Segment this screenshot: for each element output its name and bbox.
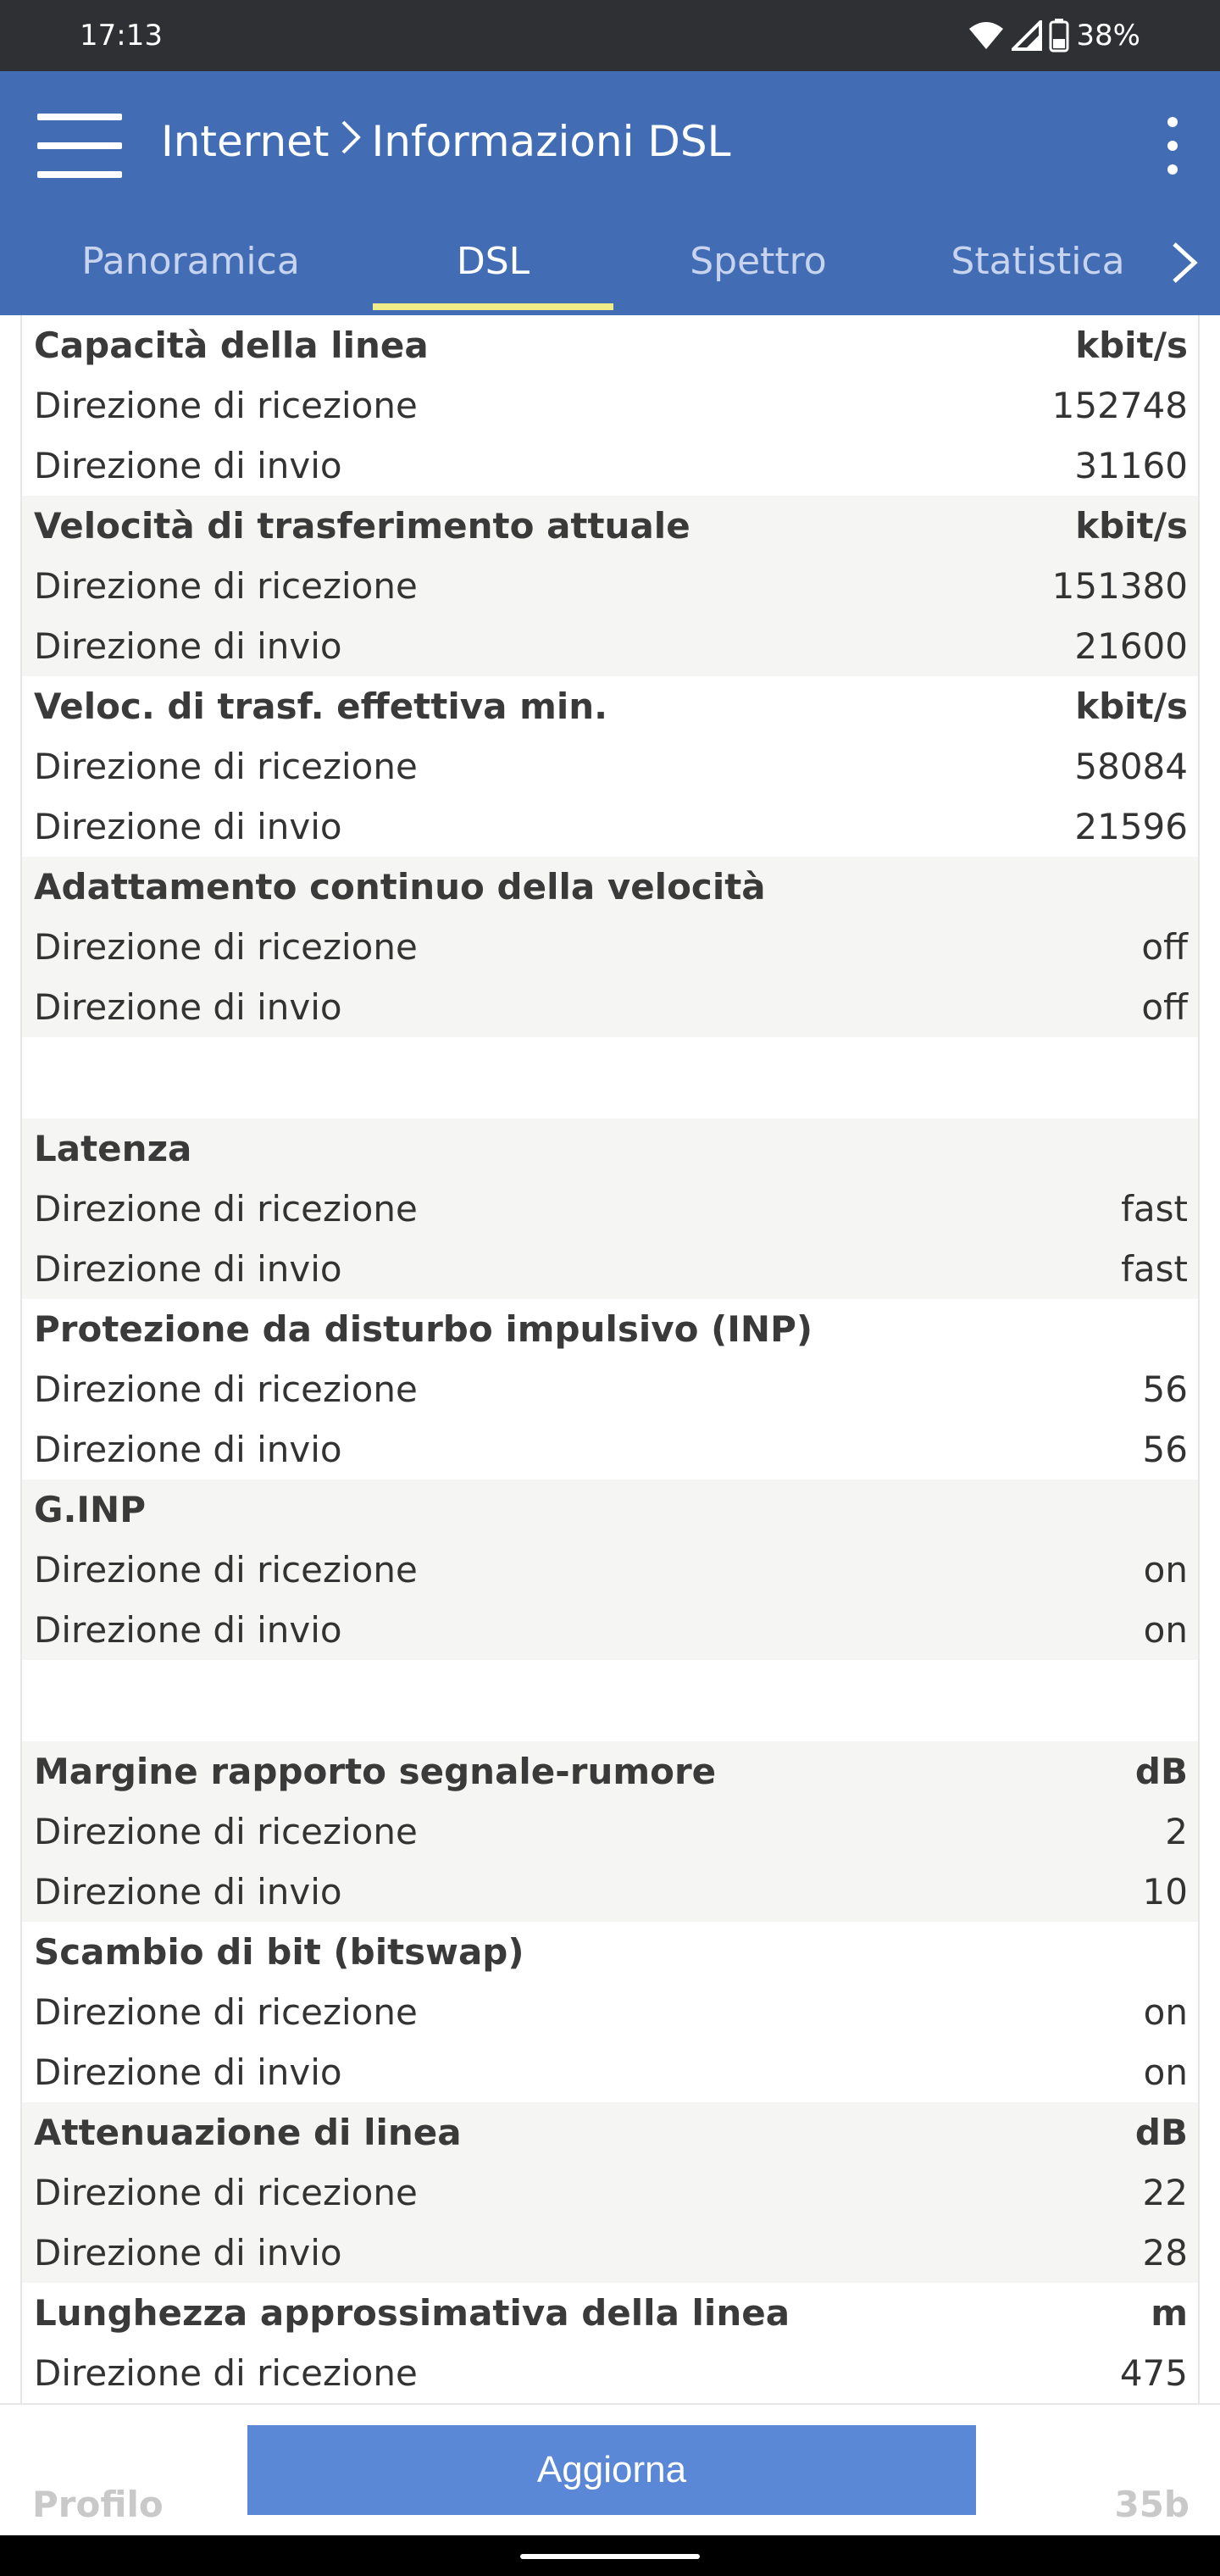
breadcrumb-current: Informazioni DSL (371, 117, 731, 166)
table-row (22, 797, 1198, 857)
row-value: 151380 (1051, 565, 1188, 607)
section-title: Scambio di bit (bitswap) (34, 1931, 524, 1973)
section-title: Margine rapporto segnale-rumore (34, 1751, 717, 1792)
table-row (22, 1419, 1198, 1480)
row-label: Direzione di ricezione (34, 1811, 418, 1852)
row-label: Direzione di ricezione (34, 1188, 418, 1230)
section-title: Protezione da disturbo impulsivo (INP) (34, 1308, 813, 1350)
tab-statistica[interactable]: Statistica (951, 240, 1125, 283)
row-value: fast (1121, 1248, 1188, 1290)
section-title: Lunghezza approssimativa della linea (34, 2292, 790, 2334)
table-row (22, 1862, 1198, 1922)
section-unit: kbit/s (1075, 686, 1188, 727)
section-line-attenuation (22, 2102, 1198, 2283)
section-header (22, 1299, 1198, 1359)
row-label: Direzione di ricezione (34, 565, 418, 607)
tab-dsl[interactable]: DSL (373, 208, 613, 315)
section-title: G.INP (34, 1489, 146, 1530)
section-header (22, 1119, 1198, 1179)
row-value: 56 (1142, 1368, 1188, 1410)
row-value: 22 (1142, 2172, 1188, 2213)
row-label: Direzione di invio (34, 445, 342, 486)
battery-percent: 38% (1076, 19, 1140, 53)
battery-icon (1049, 19, 1069, 53)
dsl-info-table[interactable] (20, 315, 1200, 2403)
row-value: 152748 (1051, 385, 1188, 426)
tab-bar (0, 208, 1220, 315)
section-header (22, 315, 1198, 375)
section-ginp (22, 1480, 1198, 1660)
row-value: 56 (1142, 1429, 1188, 1470)
section-header (22, 857, 1198, 917)
row-label: Direzione di ricezione (34, 1368, 418, 1410)
table-row (22, 2162, 1198, 2223)
row-value: on (1143, 1991, 1188, 2033)
more-vert-icon[interactable] (1156, 117, 1190, 175)
table-row (22, 1179, 1198, 1239)
row-value: on (1143, 1549, 1188, 1591)
section-line-capacity (22, 315, 1198, 496)
table-row (22, 2343, 1198, 2403)
row-value: 28 (1142, 2232, 1188, 2273)
table-row (22, 977, 1198, 1037)
refresh-button[interactable]: Aggiorna (247, 2425, 976, 2515)
section-current-rate (22, 496, 1198, 676)
section-unit: kbit/s (1075, 325, 1188, 366)
row-value: off (1141, 986, 1188, 1028)
table-row (22, 1540, 1198, 1600)
row-value: 475 (1119, 2352, 1188, 2394)
row-label: Direzione di ricezione (34, 746, 418, 787)
row-label: Direzione di ricezione (34, 385, 418, 426)
section-min-effective-rate (22, 676, 1198, 857)
section-snr-margin (22, 1741, 1198, 1922)
row-value: 10 (1142, 1871, 1188, 1913)
section-title: Attenuazione di linea (34, 2112, 462, 2153)
section-title: Velocità di trasferimento attuale (34, 505, 690, 547)
table-row (22, 556, 1198, 616)
wifi-icon (968, 20, 1005, 51)
table-row (22, 436, 1198, 496)
row-value: 2 (1165, 1811, 1188, 1852)
row-value: 31160 (1074, 445, 1188, 486)
row-label: Direzione di invio (34, 1871, 342, 1913)
table-row (22, 917, 1198, 977)
section-seamless-rate-adaptation (22, 857, 1198, 1037)
row-label: Direzione di ricezione (34, 2352, 418, 2394)
section-bitswap (22, 1922, 1198, 2102)
status-icons (968, 15, 1140, 56)
group-spacer (22, 1660, 1198, 1741)
section-header (22, 2102, 1198, 2162)
section-unit: dB (1134, 1751, 1188, 1792)
breadcrumb-root[interactable]: Internet (161, 117, 330, 166)
hamburger-menu-icon[interactable] (37, 114, 122, 178)
row-value: on (1143, 2051, 1188, 2093)
system-nav-bar (0, 2535, 1220, 2576)
row-label: Direzione di invio (34, 1429, 342, 1470)
table-row (22, 616, 1198, 676)
table-row (22, 375, 1198, 436)
row-label: Direzione di invio (34, 625, 342, 667)
tab-panoramica[interactable]: Panoramica (81, 240, 300, 283)
table-row (22, 736, 1198, 797)
row-value: 21596 (1074, 806, 1188, 847)
section-header (22, 1741, 1198, 1802)
table-row (22, 1600, 1198, 1660)
section-line-length (22, 2283, 1198, 2403)
tab-spettro[interactable]: Spettro (690, 240, 827, 283)
table-row (22, 1239, 1198, 1299)
breadcrumb (161, 117, 731, 166)
app-bar (0, 71, 1220, 208)
table-row (22, 2223, 1198, 2283)
row-label: Direzione di ricezione (34, 2172, 418, 2213)
section-unit: kbit/s (1075, 505, 1188, 547)
section-latency (22, 1119, 1198, 1299)
row-label: Direzione di invio (34, 986, 342, 1028)
group-spacer (22, 1037, 1198, 1119)
section-unit: m (1151, 2292, 1188, 2334)
row-label: Direzione di invio (34, 1248, 342, 1290)
table-row (22, 1359, 1198, 1419)
section-title: Capacità della linea (34, 325, 429, 366)
row-value: on (1143, 1609, 1188, 1651)
section-header (22, 1480, 1198, 1540)
status-bar (0, 0, 1220, 71)
section-header (22, 676, 1198, 736)
row-value: off (1141, 926, 1188, 968)
section-header (22, 2283, 1198, 2343)
row-value: 58084 (1074, 746, 1188, 787)
section-header (22, 1922, 1198, 1982)
home-gesture-handle[interactable] (520, 2554, 700, 2559)
status-time: 17:13 (80, 19, 163, 53)
section-title: Veloc. di trasf. effettiva min. (34, 686, 608, 727)
row-label: Direzione di invio (34, 806, 342, 847)
section-title: Latenza (34, 1128, 192, 1169)
row-label: Direzione di invio (34, 2051, 342, 2093)
table-row (22, 2042, 1198, 2102)
row-label: Direzione di ricezione (34, 1549, 418, 1591)
table-row (22, 1802, 1198, 1862)
signal-icon (1012, 20, 1042, 51)
section-unit: dB (1134, 2112, 1188, 2153)
section-title: Adattamento continuo della velocità (34, 866, 766, 908)
row-label: Direzione di invio (34, 2232, 342, 2273)
row-label: Profilo (32, 2483, 164, 2525)
section-inp (22, 1299, 1198, 1480)
row-label: Direzione di ricezione (34, 1991, 418, 2033)
section-header (22, 496, 1198, 556)
row-value: 21600 (1074, 625, 1188, 667)
chevron-separator-icon (340, 117, 362, 166)
row-label: Direzione di invio (34, 1609, 342, 1651)
table-row (22, 1982, 1198, 2042)
row-value: 35b (1114, 2483, 1190, 2525)
row-value: fast (1121, 1188, 1188, 1230)
chevron-right-icon[interactable] (1167, 239, 1201, 286)
row-label: Direzione di ricezione (34, 926, 418, 968)
